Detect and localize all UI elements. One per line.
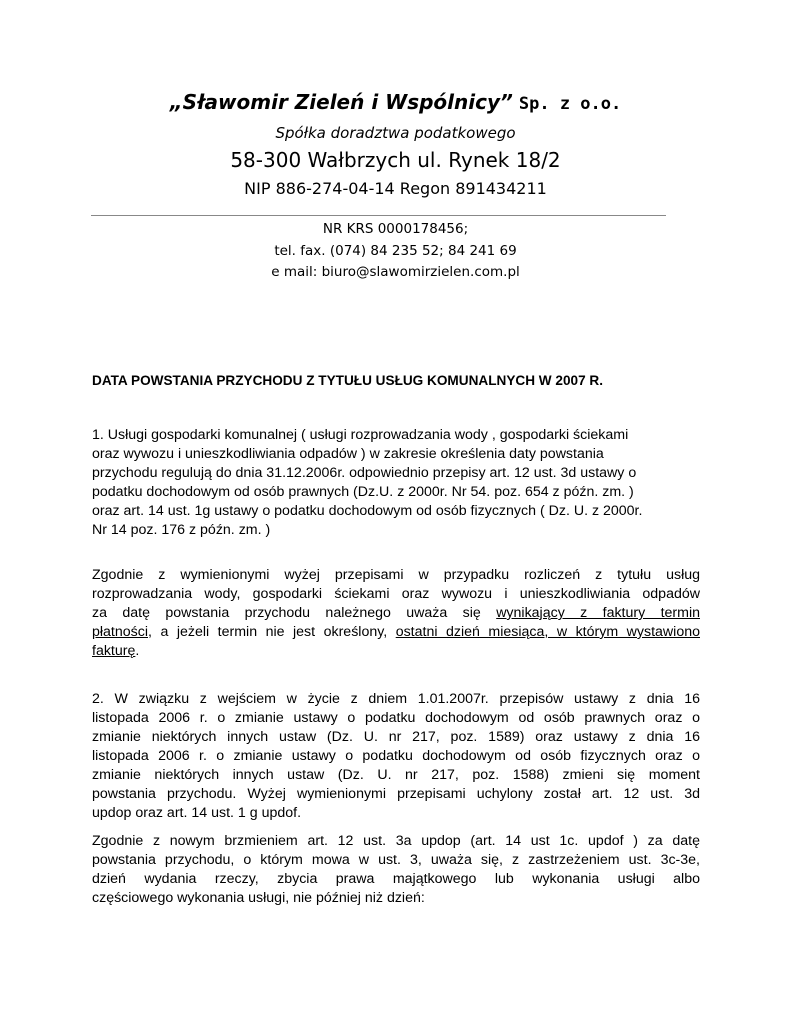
paragraph-line: Zgodnie z wymienionymi wyżej przepisami w przypadku rozliczeń z tytułu usług (92, 567, 700, 583)
company-name-line (0, 90, 791, 114)
paragraph-line: 2. W związku z wejściem w życie z dniem 1.01.2007r. przepisów ustawy z dnia 16 (92, 691, 700, 707)
paragraph-1 (92, 426, 700, 540)
paragraph-line: powstania przychodu. Wyżej wymienionymi przepisami uchylony został art. 12 ust. 3d (92, 786, 700, 802)
company-subtitle: Spółka doradztwa podatkowego (275, 124, 516, 142)
underlined-text: wynikający z faktury termin (496, 605, 700, 621)
company-legal-form: Sp. z o.o. (518, 94, 622, 114)
underlined-text: fakturę (92, 643, 136, 659)
company-address: 58-300 Wałbrzych ul. Rynek 18/2 (230, 148, 561, 172)
paragraph-line: oraz wywozu i unieszkodliwiania odpadów ) w zakresie określenia daty powstania (92, 446, 604, 462)
company-name: „Sławomir Zieleń i Wspólnicy” (169, 90, 513, 114)
paragraph-line: częściowego wykonania usługi, nie później niż dzień: (92, 890, 425, 906)
paragraph-line (92, 623, 700, 642)
company-nip-regon: NIP 886-274-04-14 Regon 891434211 (244, 179, 547, 198)
paragraph-line: dzień wydania rzeczy, zbycia prawa majątkowego lub wykonania usługi albo (92, 871, 700, 887)
paragraph-line: Nr 14 poz. 176 z późn. zm. ) (92, 522, 271, 538)
phone-fax: tel. fax. (074) 84 235 52; 84 241 69 (274, 243, 517, 259)
paragraph-line: listopada 2006 r. o zmianie ustawy o podatku dochodowym od osób prawnych oraz o (92, 710, 700, 726)
paragraph-3 (92, 690, 700, 823)
underlined-text: ostatni dzień miesiąca, w którym wystawiono (395, 624, 700, 640)
paragraph-line: zmianie niektórych innych ustaw (Dz. U. nr 217, poz. 1588) zmieni się moment (92, 767, 700, 783)
paragraph-line: oraz art. 14 ust. 1g ustawy o podatku dochodowym od osób fizycznych ( Dz. U. z 2000r. (92, 503, 643, 519)
paragraph-2 (92, 566, 700, 661)
document-title: DATA POWSTANIA PRZYCHODU Z TYTUŁU USŁUG KOMUNALNYCH W 2007 R. (92, 373, 604, 388)
paragraph-line: Zgodnie z nowym brzmieniem art. 12 ust. 3a updop (art. 14 ust 1c. updof ) za datę (92, 833, 700, 849)
paragraph-line: powstania przychodu, o którym mowa w ust. 3, uważa się, z zastrzeżeniem ust. 3c-3e, (92, 852, 700, 868)
paragraph-line: zmianie niektórych innych ustaw (Dz. U. nr 217, poz. 1589) oraz ustawy z dnia 16 (92, 729, 700, 745)
krs-number: NR KRS 0000178456; (322, 221, 469, 237)
paragraph-line: updop oraz art. 14 ust. 1 g updof. (92, 805, 302, 821)
paragraph-line: listopada 2006 r. o zmianie ustawy o podatku dochodowym od osób fizycznych oraz o (92, 748, 700, 764)
text-run: . (135, 643, 140, 659)
text-run: za datę powstania przychodu należnego uważa się (92, 605, 497, 621)
underlined-text: płatności (92, 624, 148, 640)
paragraph-line: rozprowadzania wody, gospodarki ściekami oraz wywozu i unieszkodliwiania odpadów (92, 586, 700, 602)
text-run: , a jeżeli termin nie jest określony, (148, 624, 396, 640)
paragraph-4 (92, 832, 700, 908)
letterhead-divider (91, 215, 666, 216)
paragraph-line: podatku dochodowym od osób prawnych (Dz.U. z 2000r. Nr 54. poz. 654 z późn. zm. ) (92, 484, 634, 500)
paragraph-line: przychodu regulują do dnia 31.12.2006r. odpowiednio przepisy art. 12 ust. 3d ustawy o (92, 465, 637, 481)
paragraph-line: 1. Usługi gospodarki komunalnej ( usługi rozprowadzania wody , gospodarki ściekami (92, 427, 629, 443)
paragraph-line (92, 604, 700, 623)
paragraph-line (92, 642, 700, 661)
email-address: e mail: biuro@slawomirzielen.com.pl (271, 264, 520, 280)
